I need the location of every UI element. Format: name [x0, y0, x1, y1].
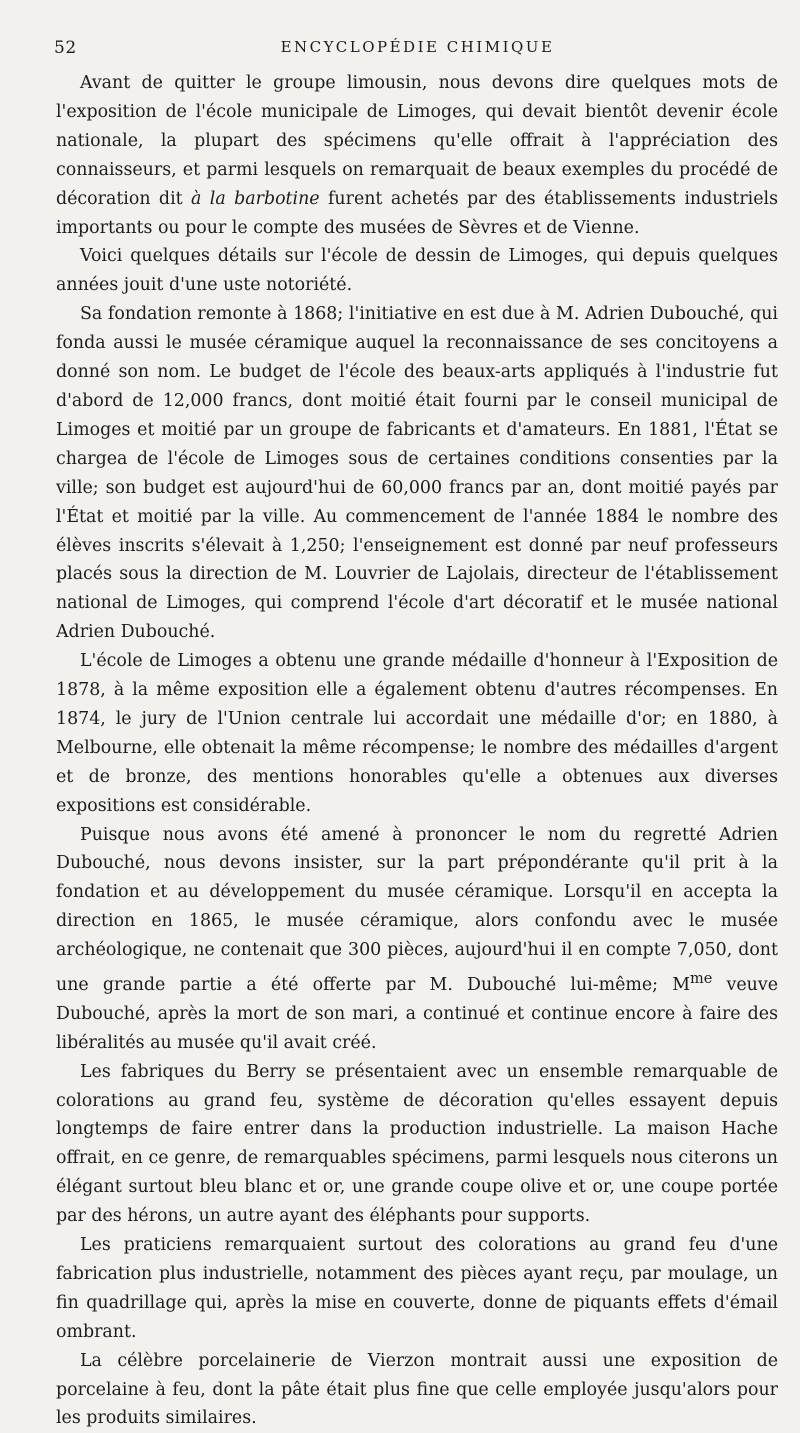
paragraph-praticiens: Les praticiens remarquaient surtout des colorations au grand feu d'une fabrication plus industrielle, notamment des pièces ayant reçu, par moulage, un fin quadrillage qui, après la mise en couverte, donne de piquants effets d'émail ombrant. — [56, 1235, 778, 1342]
paragraph-vierzon: La célèbre porcelainerie de Vierzon montrait aussi une exposition de porcelaine à feu, dont la pâte était plus fine que celle employée jusqu'alors pour les produits similaires. — [56, 1350, 778, 1429]
italic-term: à la barbotine — [191, 188, 320, 209]
paragraph-ecole-details: Voici quelques détails sur l'école de dessin de Limoges, qui depuis quelques années jouit d'une uste notoriété. — [56, 246, 778, 296]
superscript-me: me — [690, 971, 713, 988]
paragraph-limousin-exposition: Avant de quitter le groupe limousin, nous devons dire quelques mots de l'exposition de l'école municipale de Limoges, qui devait bientôt devenir école nationale, la plupart des spécimens qu'elle offrait à l'appréciation des connaisseurs, et parmi lesquels on remarquait de beaux exemples du procédé de décoration dit à la barbotine furent achetés par des établissements industriels importants ou pour le compte des musées de Sèvres et de Vienne. — [56, 73, 778, 238]
paragraph-dubouche: Puisque nous avons été amené à prononcer le nom du regretté Adrien Dubouché, nous devons insister, sur la part prépondérante qu'il prit à la fondation et au développement du musée céramique. Lorsqu'il en accepta la direction en 1865, le musée céramique, alors confondu avec le musée archéologique, ne contenait que 300 pièces, aujourd'hui il en compte 7,050, dont une grande partie a été offerte par M. Dubouché lui-même; $M^{me}$ veuve Dubouché, après la mort de son mari, a continué et continue encore à faire des libéralités au musée qu'il avait créé. — [56, 824, 778, 1053]
paragraph-berry: Les fabriques du Berry se présentaient avec un ensemble remarquable de colorations au grand feu, système de décoration qu'elles essayent depuis longtemps de faire entrer dans la production industrielle. La maison Hache offrait, en ce genre, de remarquables spécimens, parmi lesquels nous citerons un élégant surtout bleu blanc et or, une grande coupe olive et or, une coupe portée par des hérons, un autre ayant des éléphants pour supports. — [56, 1061, 778, 1227]
paragraph-fondation: Sa fondation remonte à 1868; l'initiative en est due à M. Adrien Dubouché, qui fonda aussi le musée céramique auquel la reconnaissance de ses concitoyens a donné son nom. Le budget de l'école des beaux-arts appliqués à l'industrie fut d'abord de 12,000 francs, dont moitié était fourni par le conseil municipal de Limoges et moitié par un groupe de fabricants et d'amateurs. En 1881, l'État se chargea de l'école de Limoges sous de certaines conditions consenties par la ville; son budget est aujourd'hui de 60,000 francs par an, dont moitié payés par l'État et moitié par la ville. Au commencement de l'année 1884 le nombre des élèves inscrits s'élevait à 1,250; l'enseignement est donné par neuf professeurs placés sous la direction de M. Louvrier de Lajolais, directeur de l'établissement national de Limoges, qui comprend l'école d'art décoratif et le musée national Adrien Dubouché. — [56, 304, 778, 643]
page-header — [50, 38, 785, 62]
body-text — [56, 69, 778, 1433]
page-number: 52 — [54, 38, 77, 58]
running-title: ENCYCLOPÉDIE CHIMIQUE — [280, 38, 555, 56]
paragraph-recompenses: L'école de Limoges a obtenu une grande médaille d'honneur à l'Exposition de 1878, à la même exposition elle a également obtenu d'autres récompenses. En 1874, le jury de l'Union centrale lui accordait une médaille d'or; en 1880, à Melbourne, elle obtenait la même récompense; le nombre des médailles d'argent et de bronze, des mentions honorables qu'elle a obtenues aux diverses expositions est considérable. — [56, 651, 778, 816]
